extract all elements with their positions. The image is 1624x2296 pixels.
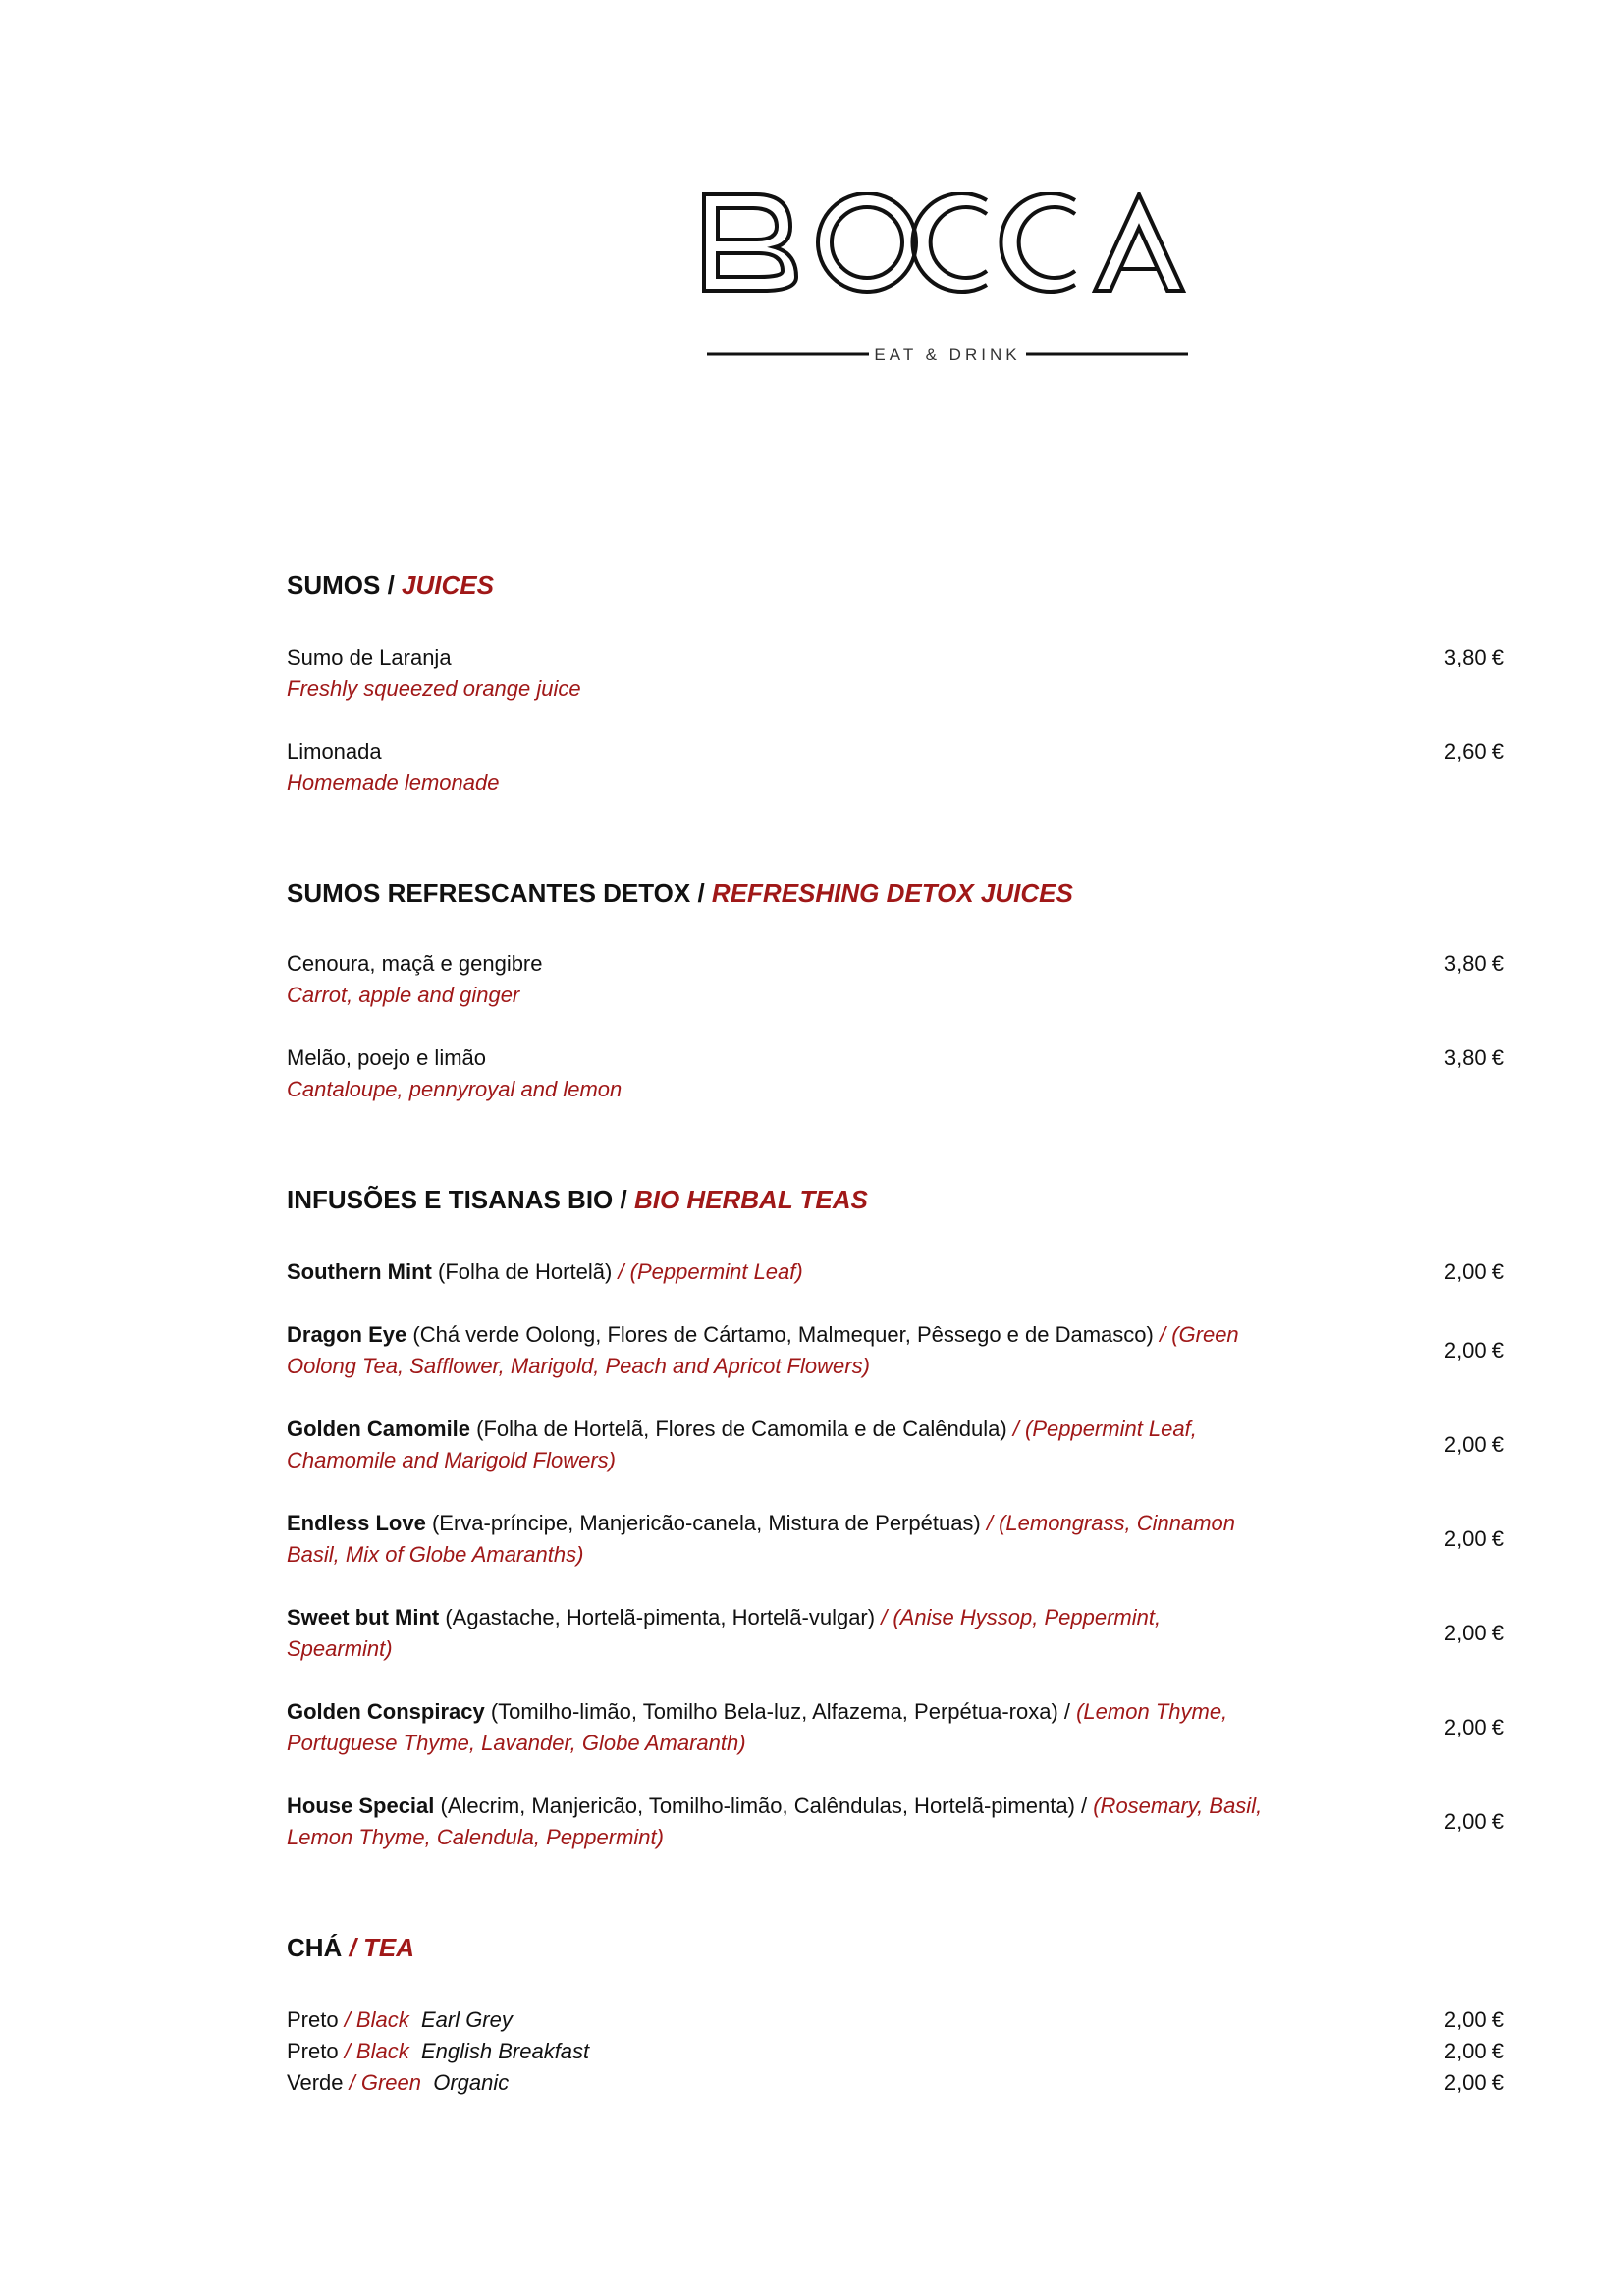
- menu-item: Dragon Eye (Chá verde Oolong, Flores de Cártamo, Malmequer, Pêssego e de Damasco) / (Green Oolong Tea, Safflower, Marigold, Peach and Apricot Flowers) 2,00 €: [287, 1322, 1504, 1378]
- tagline: EAT & DRINK: [874, 346, 1021, 364]
- section-title: INFUSÕES E TISANAS BIO / BIO HERBAL TEAS: [287, 1185, 868, 1214]
- price: 2,00 €: [1443, 1338, 1504, 1362]
- section-tea: [287, 1930, 1504, 2099]
- menu-item: Endless Love (Erva-príncipe, Manjericão-canela, Mistura de Perpétuas) / (Lemongrass, Cinnamon Basil, Mix of Globe Amaranths) 2,00 €: [287, 1511, 1504, 1567]
- price: 2,00 €: [1443, 1432, 1504, 1457]
- menu-item: Sweet but Mint (Agastache, Hortelã-pimenta, Hortelã-vulgar) / (Anise Hyssop, Peppermint, Spearmint) 2,00 €: [287, 1605, 1504, 1661]
- menu-item: House Special (Alecrim, Manjericão, Tomilho-limão, Calêndulas, Hortelã-pimenta) / (Rosemary, Basil, Lemon Thyme, Calendula, Peppermint) 2,00 €: [287, 1793, 1504, 1849]
- price: 2,00 €: [1443, 1259, 1504, 1284]
- price: 3,80 €: [1443, 645, 1504, 669]
- price: 2,00 €: [1443, 1715, 1504, 1739]
- price: 2,00 €: [1443, 1809, 1504, 1834]
- price: 2,60 €: [1443, 739, 1504, 764]
- section-title: SUMOS REFRESCANTES DETOX / REFRESHING DETOX JUICES: [287, 879, 1073, 908]
- menu-item: Golden Camomile (Folha de Hortelã, Flores de Camomila e de Calêndula) / (Peppermint Leaf, Chamomile and Marigold Flowers) 2,00 €: [287, 1416, 1504, 1472]
- price: 2,00 €: [1443, 2007, 1504, 2032]
- menu-item: Cenoura, maçã e gengibre Carrot, apple and ginger 3,80 €: [287, 948, 1504, 1011]
- menu-item: Preto / Black Earl Grey 2,00 €: [287, 2004, 1504, 2036]
- section-detox: [287, 876, 1504, 1105]
- section-herbal-teas: [287, 1182, 1504, 1853]
- menu-content: [287, 567, 1504, 2099]
- bocca-logo: [702, 192, 1193, 364]
- menu-item: Melão, poejo e limão Cantaloupe, pennyroyal and lemon 3,80 €: [287, 1042, 1504, 1105]
- price: 2,00 €: [1443, 2039, 1504, 2063]
- menu-item: Preto / Black English Breakfast 2,00 €: [287, 2036, 1504, 2067]
- price: 3,80 €: [1443, 1045, 1504, 1070]
- section-title: CHÁ / TEA: [287, 1933, 415, 1962]
- menu-item: Verde / Green Organic 2,00 €: [287, 2067, 1504, 2099]
- bocca-logo-graphic: [702, 192, 1193, 364]
- section-juices: [287, 567, 1504, 799]
- section-title: SUMOS / JUICES: [287, 570, 494, 600]
- menu-item: Limonada Homemade lemonade 2,60 €: [287, 736, 1504, 799]
- menu-item: Sumo de Laranja Freshly squeezed orange juice 3,80 €: [287, 642, 1504, 705]
- price: 2,00 €: [1443, 1621, 1504, 1645]
- price: 2,00 €: [1443, 2070, 1504, 2095]
- price: 3,80 €: [1443, 951, 1504, 976]
- menu-item: Southern Mint (Folha de Hortelã) / (Peppermint Leaf) 2,00 €: [287, 1256, 1504, 1288]
- menu-item: Golden Conspiracy (Tomilho-limão, Tomilho Bela-luz, Alfazema, Perpétua-roxa) / (Lemon Thyme, Portuguese Thyme, Lavander, Globe Amaranth) 2,00 €: [287, 1699, 1504, 1755]
- price: 2,00 €: [1443, 1526, 1504, 1551]
